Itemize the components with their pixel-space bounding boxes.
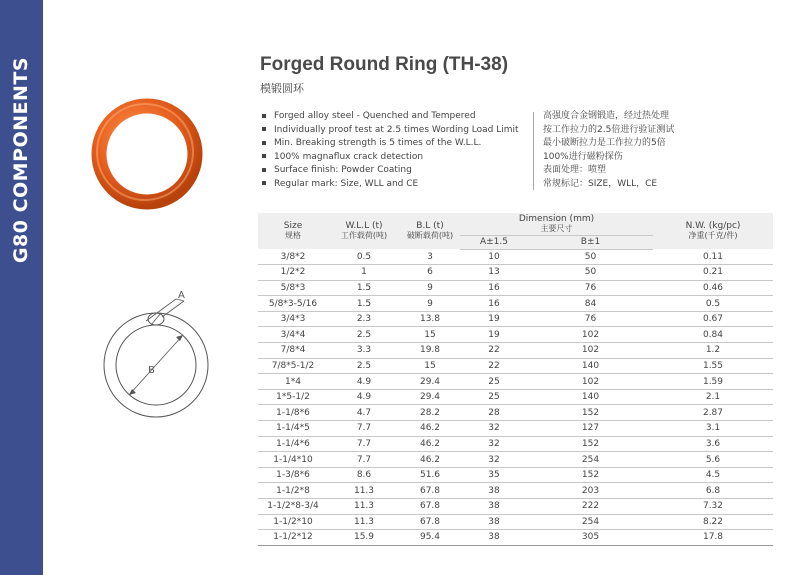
feature-item-zh: 最小破断拉力是工作拉力的5倍 bbox=[543, 138, 666, 149]
spec-table bbox=[258, 213, 773, 546]
table-row bbox=[258, 530, 773, 546]
feature-item: Individually proof test at 2.5 times Wording Load Limit bbox=[262, 124, 519, 138]
table-cell: 95.4 bbox=[400, 530, 460, 546]
table-row bbox=[258, 280, 773, 296]
table-cell: 5.6 bbox=[653, 452, 773, 468]
table-row bbox=[258, 296, 773, 312]
table-cell: 3/4*3 bbox=[258, 311, 328, 327]
features-list-zh bbox=[543, 110, 674, 192]
table-cell: 38 bbox=[460, 514, 528, 530]
table-cell: 1-1/8*6 bbox=[258, 405, 328, 421]
page-subtitle: 模锻圆环 bbox=[260, 82, 304, 95]
table-cell: 0.11 bbox=[653, 249, 773, 265]
table-row bbox=[258, 249, 773, 265]
feature-item-zh: 100%进行磁粉探伤 bbox=[543, 151, 623, 162]
table-cell: 11.3 bbox=[328, 483, 400, 499]
table-cell: 1*4 bbox=[258, 374, 328, 390]
table-cell: 46.2 bbox=[400, 421, 460, 437]
table-cell: 67.8 bbox=[400, 514, 460, 530]
table-cell: 254 bbox=[528, 452, 653, 468]
table-cell: 1-1/2*12 bbox=[258, 530, 328, 546]
table-row bbox=[258, 436, 773, 452]
table-row bbox=[258, 499, 773, 515]
table-cell: 152 bbox=[528, 467, 653, 483]
page-title: Forged Round Ring (TH-38) bbox=[260, 54, 509, 75]
table-cell: 25 bbox=[460, 389, 528, 405]
table-cell: 3/4*4 bbox=[258, 327, 328, 343]
table-cell: 152 bbox=[528, 405, 653, 421]
feature-item: Forged alloy steel - Quenched and Tempered bbox=[262, 110, 519, 124]
table-cell: 19 bbox=[460, 327, 528, 343]
table-cell: 19.8 bbox=[400, 343, 460, 359]
table-cell: 1-1/2*8 bbox=[258, 483, 328, 499]
feature-item: 100% magnaflux crack detection bbox=[262, 151, 519, 165]
table-cell: 15 bbox=[400, 358, 460, 374]
table-cell: 28 bbox=[460, 405, 528, 421]
table-cell: 7.7 bbox=[328, 421, 400, 437]
feature-item-zh: 表面处理：喷塑 bbox=[543, 165, 607, 176]
dimension-label-a: A bbox=[178, 290, 185, 301]
table-cell: 38 bbox=[460, 530, 528, 546]
col-dimension: Dimension (mm) 主要尺寸 bbox=[460, 213, 653, 235]
table-row bbox=[258, 327, 773, 343]
table-cell: 9 bbox=[400, 280, 460, 296]
feature-item-zh: 按工作拉力的2.5倍进行验证测试 bbox=[543, 124, 675, 135]
table-cell: 22 bbox=[460, 343, 528, 359]
dimension-label-b: B bbox=[148, 365, 155, 376]
feature-item: Regular mark: Size, WLL and CE bbox=[262, 178, 519, 192]
table-cell: 8.22 bbox=[653, 514, 773, 530]
table-cell: 50 bbox=[528, 249, 653, 265]
table-cell: 254 bbox=[528, 514, 653, 530]
col-b: B±1 bbox=[528, 235, 653, 249]
table-cell: 51.6 bbox=[400, 467, 460, 483]
features-list-en bbox=[262, 110, 519, 192]
col-bl: B.L (t) 破断载荷(吨) bbox=[400, 213, 460, 249]
table-cell: 28.2 bbox=[400, 405, 460, 421]
table-cell: 1-1/2*8-3/4 bbox=[258, 499, 328, 515]
table-cell: 140 bbox=[528, 389, 653, 405]
table-cell: 16 bbox=[460, 280, 528, 296]
table-cell: 4.9 bbox=[328, 374, 400, 390]
table-cell: 0.21 bbox=[653, 265, 773, 281]
table-cell: 1-1/2*10 bbox=[258, 514, 328, 530]
table-cell: 1.2 bbox=[653, 343, 773, 359]
table-cell: 0.5 bbox=[328, 249, 400, 265]
table-cell: 6.8 bbox=[653, 483, 773, 499]
table-cell: 0.5 bbox=[653, 296, 773, 312]
table-cell: 76 bbox=[528, 311, 653, 327]
table-cell: 5/8*3 bbox=[258, 280, 328, 296]
sidebar-band bbox=[0, 0, 43, 575]
table-row bbox=[258, 358, 773, 374]
table-cell: 46.2 bbox=[400, 452, 460, 468]
table-cell: 8.6 bbox=[328, 467, 400, 483]
table-cell: 1-1/4*6 bbox=[258, 436, 328, 452]
table-row bbox=[258, 421, 773, 437]
table-cell: 152 bbox=[528, 436, 653, 452]
sidebar-label: G80 COMPONENTS bbox=[10, 56, 32, 264]
col-a: A±1.5 bbox=[460, 235, 528, 249]
table-cell: 3/8*2 bbox=[258, 249, 328, 265]
feature-item-zh: 常规标记：SIZE，WLL，CE bbox=[543, 178, 658, 189]
table-cell: 1*5-1/2 bbox=[258, 389, 328, 405]
table-cell: 29.4 bbox=[400, 389, 460, 405]
table-cell: 102 bbox=[528, 374, 653, 390]
table-cell: 6 bbox=[400, 265, 460, 281]
table-cell: 3.6 bbox=[653, 436, 773, 452]
table-cell: 2.5 bbox=[328, 327, 400, 343]
col-nw: N.W. (kg/pc) 净重(千克/件) bbox=[653, 213, 773, 249]
table-cell: 17.8 bbox=[653, 530, 773, 546]
table-cell: 35 bbox=[460, 467, 528, 483]
table-cell: 1.5 bbox=[328, 280, 400, 296]
table-cell: 67.8 bbox=[400, 499, 460, 515]
table-cell: 4.7 bbox=[328, 405, 400, 421]
table-cell: 1/2*2 bbox=[258, 265, 328, 281]
table-cell: 38 bbox=[460, 483, 528, 499]
table-row bbox=[258, 452, 773, 468]
table-cell: 3 bbox=[400, 249, 460, 265]
table-cell: 16 bbox=[460, 296, 528, 312]
table-cell: 9 bbox=[400, 296, 460, 312]
table-cell: 7/8*5-1/2 bbox=[258, 358, 328, 374]
table-cell: 102 bbox=[528, 343, 653, 359]
table-cell: 25 bbox=[460, 374, 528, 390]
table-cell: 203 bbox=[528, 483, 653, 499]
ring-photo bbox=[88, 95, 206, 213]
table-cell: 84 bbox=[528, 296, 653, 312]
table-cell: 50 bbox=[528, 265, 653, 281]
table-cell: 11.3 bbox=[328, 514, 400, 530]
table-cell: 11.3 bbox=[328, 499, 400, 515]
table-cell: 127 bbox=[528, 421, 653, 437]
table-cell: 3.1 bbox=[653, 421, 773, 437]
table-cell: 22 bbox=[460, 358, 528, 374]
table-cell: 32 bbox=[460, 436, 528, 452]
table-cell: 1 bbox=[328, 265, 400, 281]
table-row bbox=[258, 405, 773, 421]
table-cell: 1.59 bbox=[653, 374, 773, 390]
table-row bbox=[258, 483, 773, 499]
table-cell: 0.46 bbox=[653, 280, 773, 296]
table-cell: 15 bbox=[400, 327, 460, 343]
table-cell: 15.9 bbox=[328, 530, 400, 546]
table-row bbox=[258, 514, 773, 530]
table-cell: 7.7 bbox=[328, 452, 400, 468]
table-cell: 4.5 bbox=[653, 467, 773, 483]
table-row bbox=[258, 374, 773, 390]
table-cell: 2.1 bbox=[653, 389, 773, 405]
table-cell: 3.3 bbox=[328, 343, 400, 359]
feature-item: Surface finish: Powder Coating bbox=[262, 164, 519, 178]
table-cell: 1-3/8*6 bbox=[258, 467, 328, 483]
feature-item-zh: 高强度合金钢锻造，经过热处理 bbox=[543, 111, 670, 121]
table-cell: 140 bbox=[528, 358, 653, 374]
feature-item: Min. Breaking strength is 5 times of the W.L.L. bbox=[262, 137, 519, 151]
table-cell: 32 bbox=[460, 452, 528, 468]
table-cell: 67.8 bbox=[400, 483, 460, 499]
table-cell: 0.67 bbox=[653, 311, 773, 327]
table-cell: 38 bbox=[460, 499, 528, 515]
table-cell: 19 bbox=[460, 311, 528, 327]
table-row bbox=[258, 265, 773, 281]
table-cell: 7.32 bbox=[653, 499, 773, 515]
table-cell: 4.9 bbox=[328, 389, 400, 405]
col-wll: W.L.L (t) 工作载荷(吨) bbox=[328, 213, 400, 249]
table-row bbox=[258, 389, 773, 405]
table-cell: 1.55 bbox=[653, 358, 773, 374]
table-row bbox=[258, 467, 773, 483]
table-cell: 7/8*4 bbox=[258, 343, 328, 359]
table-row bbox=[258, 311, 773, 327]
table-cell: 305 bbox=[528, 530, 653, 546]
col-size: Size 规格 bbox=[258, 213, 328, 249]
table-cell: 1-1/4*10 bbox=[258, 452, 328, 468]
table-cell: 2.5 bbox=[328, 358, 400, 374]
table-cell: 222 bbox=[528, 499, 653, 515]
table-cell: 10 bbox=[460, 249, 528, 265]
table-cell: 46.2 bbox=[400, 436, 460, 452]
table-cell: 13 bbox=[460, 265, 528, 281]
table-row bbox=[258, 343, 773, 359]
table-cell: 2.87 bbox=[653, 405, 773, 421]
table-cell: 2.3 bbox=[328, 311, 400, 327]
table-cell: 102 bbox=[528, 327, 653, 343]
table-cell: 1-1/4*5 bbox=[258, 421, 328, 437]
table-cell: 5/8*3-5/16 bbox=[258, 296, 328, 312]
ring-dimension-diagram bbox=[96, 285, 226, 420]
table-cell: 0.84 bbox=[653, 327, 773, 343]
table-cell: 29.4 bbox=[400, 374, 460, 390]
features-divider bbox=[533, 112, 534, 190]
table-cell: 32 bbox=[460, 421, 528, 437]
table-cell: 13.8 bbox=[400, 311, 460, 327]
table-cell: 76 bbox=[528, 280, 653, 296]
table-cell: 7.7 bbox=[328, 436, 400, 452]
table-cell: 1.5 bbox=[328, 296, 400, 312]
